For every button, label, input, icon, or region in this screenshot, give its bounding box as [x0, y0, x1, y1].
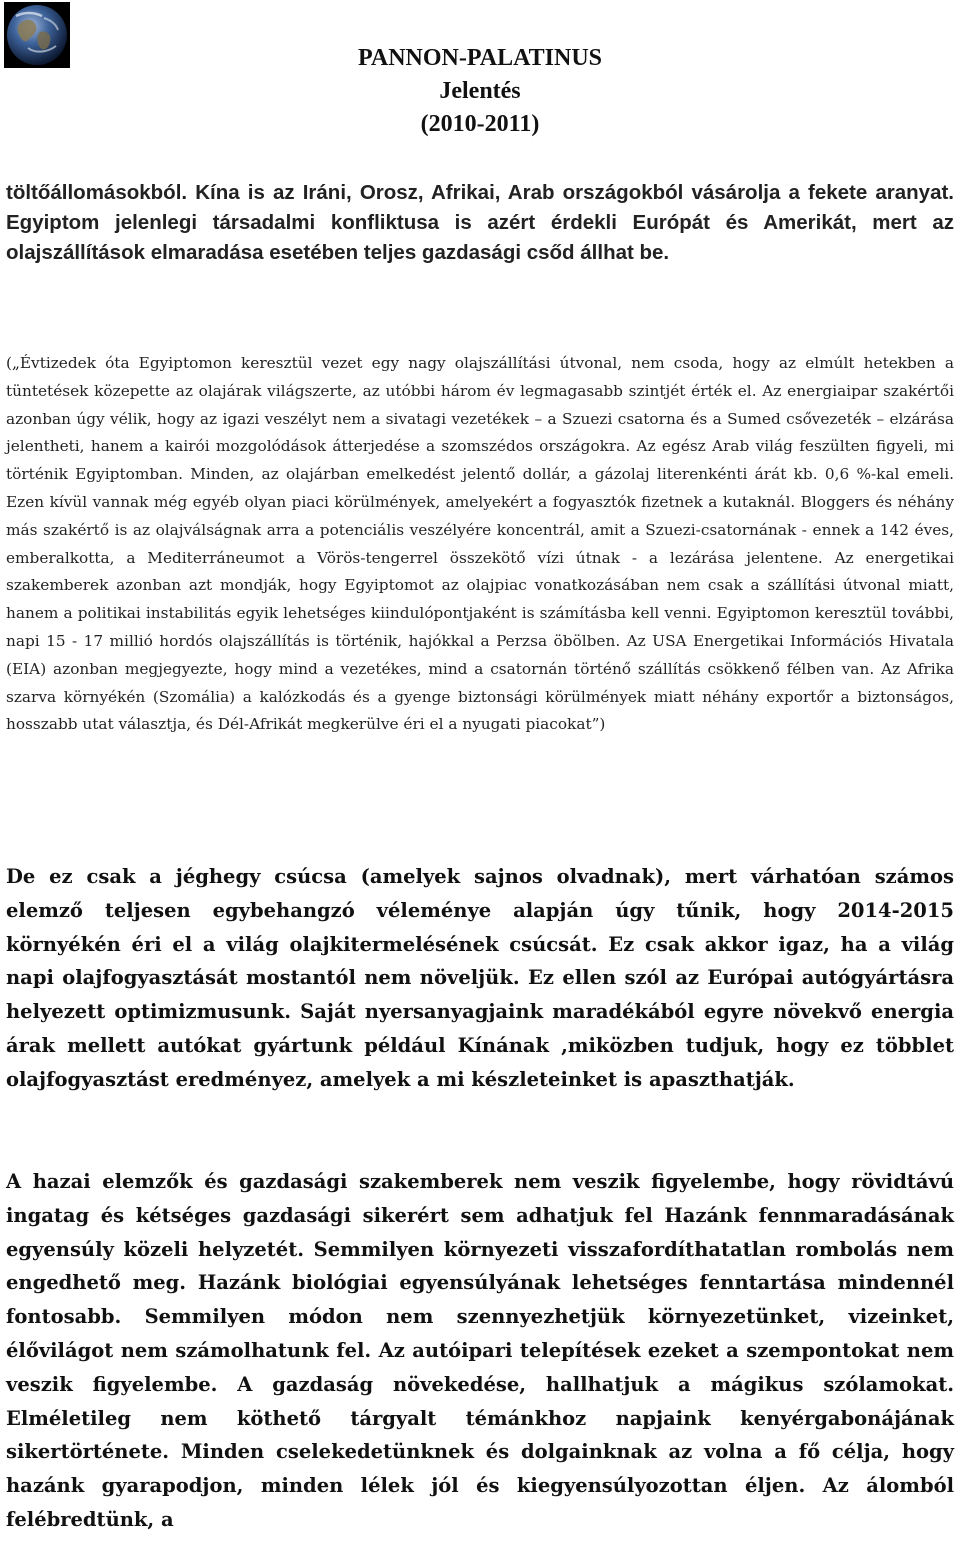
quote-paragraph: („Évtizedek óta Egyiptomon keresztül vezet egy nagy olajszállítási útvonal, nem csoda, hogy az elmúlt hetekben a tüntetések közepette az olajárak világszerte, az utóbbi három év legmagasabb szintjét érték el. Az energiaipar szakértői azonban úgy vélik, hogy az igazi veszélyt nem a sivatagi vezetékek – a Szuezi csatorna és a Sumed csővezeték – elzárása jelentheti, hanem a kairói mozgolódások átterjedése a szomszédos országokra. Az egész Arab világ feszülten figyeli, mi történik Egyiptomban. Minden, az olajárban emelkedést jelentő dollár, a gázolaj literenkénti árát kb. 0,6 %-kal emeli. Ezen kívül vannak még egyéb olyan piaci körülmények, amelyekért a fogyasztók fizetnek a kutaknál. Bloggers és néhány más szakértő is az olajválságnak arra a potenciális veszélyére koncentrál, amit a Szuezi-csatornának - ennek a 142 éves, emberalkotta, a Mediterráneumot a Vörös-tengerrel összekötő vízi útnak - a lezárása jelentene. Az energetikai szakemberek azonban azt mondják, hogy Egyiptomot az olajpiac vonatkozásában nem csak a szállítási útvonal miatt, hanem a politikai instabilitás egyik lehetséges kiindulópontjaként is számításba kell venni. Egyiptomon keresztül további, napi 15 - 17 millió hordós olajszállítás is történik, hajókkal a Perzsa öbölben. Az USA Energetikai Információs Hivatala (EIA) azonban megjegyezte, hogy mind a vezetékes, mind a csatornán történő szállítás csökkenő félben van. Az Afrika szarva környékén (Szomália) a kalózkodás és a gyenge biztonsági körülmények miatt néhány exportőr a biztonságos, hosszabb utat választja, és Dél-Afrikát megkerülve éri el a nyugati piacokat”) [6, 354, 954, 734]
document-title: PANNON-PALATINUS [358, 45, 602, 71]
document-header [0, 42, 960, 141]
body-paragraph-1: De ez csak a jéghegy csúcsa (amelyek sajnos olvadnak), mert várhatóan számos elemző teljesen egybehangzó véleménye alapján úgy tűnik, hogy 2014-2015 környékén éri el a világ olajkitermelésének csúcsát. Ez csak akkor igaz, ha a világ napi olajfogyasztását mostantól nem növeljük. Ez ellen szól az Európai autógyártásra helyezett optimizmusunk. Saját nyersanyagjaink maradékából egyre növekvő energia árak mellett autókat gyártunk például Kínának ,miközben tudjuk, hogy ez többlet olajfogyasztást eredményez, amelyek a mi készleteinket is apaszthatják. [6, 865, 954, 1091]
intro-paragraph: töltőállomásokból. Kína is az Iráni, Orosz, Afrikai, Arab országokból vásárolja a fekete aranyat. Egyiptom jelenlegi társadalmi konfliktusa is azért érdekli Európát és Amerikát, mert az olajszállítások elmaradása esetében teljes gazdasági csőd állhat be. [6, 181, 954, 264]
body-paragraph-2: A hazai elemzők és gazdasági szakemberek nem veszik figyelembe, hogy rövidtávú ingatag és kétséges gazdasági sikerért sem adhatjuk fel Hazánk fennmaradásának egyensúly közeli helyzetét. Semmilyen környezeti visszafordíthatatlan rombolás nem engedhető meg. Hazánk biológiai egyensúlyának lehetséges fenntartása mindennél fontosabb. Semmilyen módon nem szennyezhetjük környezetünket, vizeinket, élővilágot nem számolhatunk fel. Az autóipari telepítések ezeket a szempontokat nem veszik figyelembe. A gazdaság növekedése, hallhatjuk a mágikus szólamokat. Elméletileg nem köthető tárgyalt témánkhoz napjaink kenyérgabonájának sikertörténete. Minden cselekedetünknek és dolgainknak az volna a fő célja, hogy hazánk gyarapodjon, minden lélek jól és kiegyensúlyozottan éljen. Az álomból felébredtünk, a [6, 1170, 954, 1531]
document-period: (2010-2011) [420, 111, 540, 137]
document-subtitle: Jelentés [439, 78, 521, 104]
